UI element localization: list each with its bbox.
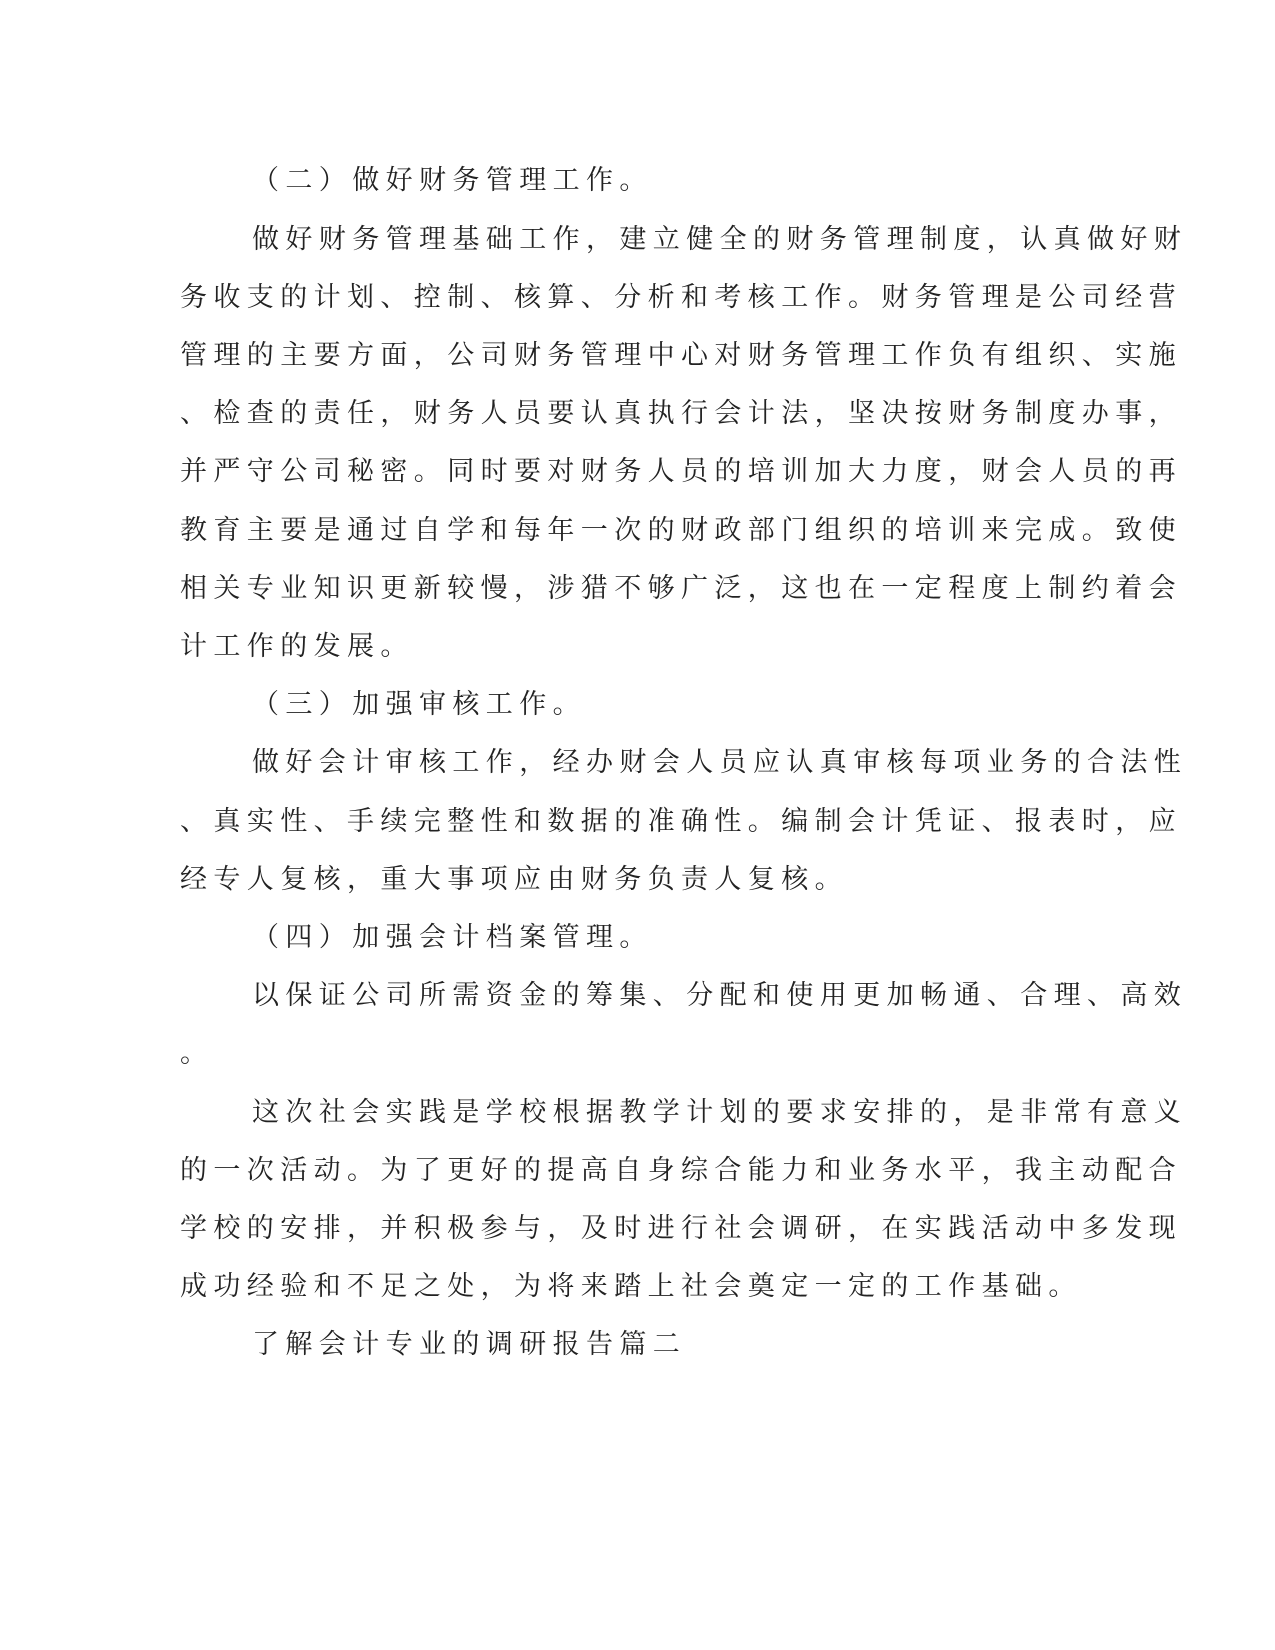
section-heading-2: （二）做好财务管理工作。	[252, 165, 653, 196]
paragraph-line: 。	[180, 1038, 214, 1069]
paragraph-line: 这次社会实践是学校根据教学计划的要求安排的，是非常有意义	[252, 1097, 1188, 1128]
paragraph-line: 做好财务管理基础工作，建立健全的财务管理制度，认真做好财	[252, 224, 1188, 255]
document-title-part-two: 了解会计专业的调研报告篇二	[252, 1329, 687, 1360]
paragraph-line: 教育主要是通过自学和每年一次的财政部门组织的培训来完成。致使	[180, 515, 1182, 546]
paragraph-line: 做好会计审核工作，经办财会人员应认真审核每项业务的合法性	[252, 747, 1188, 778]
section-heading-3: （三）加强审核工作。	[252, 689, 586, 720]
paragraph-line: 以保证公司所需资金的筹集、分配和使用更加畅通、合理、高效	[252, 980, 1188, 1011]
paragraph-line: 的一次活动。为了更好的提高自身综合能力和业务水平，我主动配合	[180, 1155, 1182, 1186]
paragraph-line: 经专人复核，重大事项应由财务负责人复核。	[180, 864, 848, 895]
paragraph-line: 并严守公司秘密。同时要对财务人员的培训加大力度，财会人员的再	[180, 456, 1182, 487]
paragraph-line: 学校的安排，并积极参与，及时进行社会调研，在实践活动中多发现	[180, 1213, 1182, 1244]
paragraph-line: 、真实性、手续完整性和数据的准确性。编制会计凭证、报表时，应	[180, 806, 1182, 837]
paragraph-line: 、检查的责任，财务人员要认真执行会计法，坚决按财务制度办事，	[180, 398, 1182, 429]
paragraph-line: 管理的主要方面，公司财务管理中心对财务管理工作负有组织、实施	[180, 340, 1182, 371]
paragraph-line: 相关专业知识更新较慢，涉猎不够广泛，这也在一定程度上制约着会	[180, 573, 1182, 604]
paragraph-line: 务收支的计划、控制、核算、分析和考核工作。财务管理是公司经营	[180, 282, 1182, 313]
paragraph-line: 计工作的发展。	[180, 631, 414, 662]
paragraph-line: 成功经验和不足之处，为将来踏上社会奠定一定的工作基础。	[180, 1271, 1082, 1302]
section-heading-4: （四）加强会计档案管理。	[252, 922, 653, 953]
